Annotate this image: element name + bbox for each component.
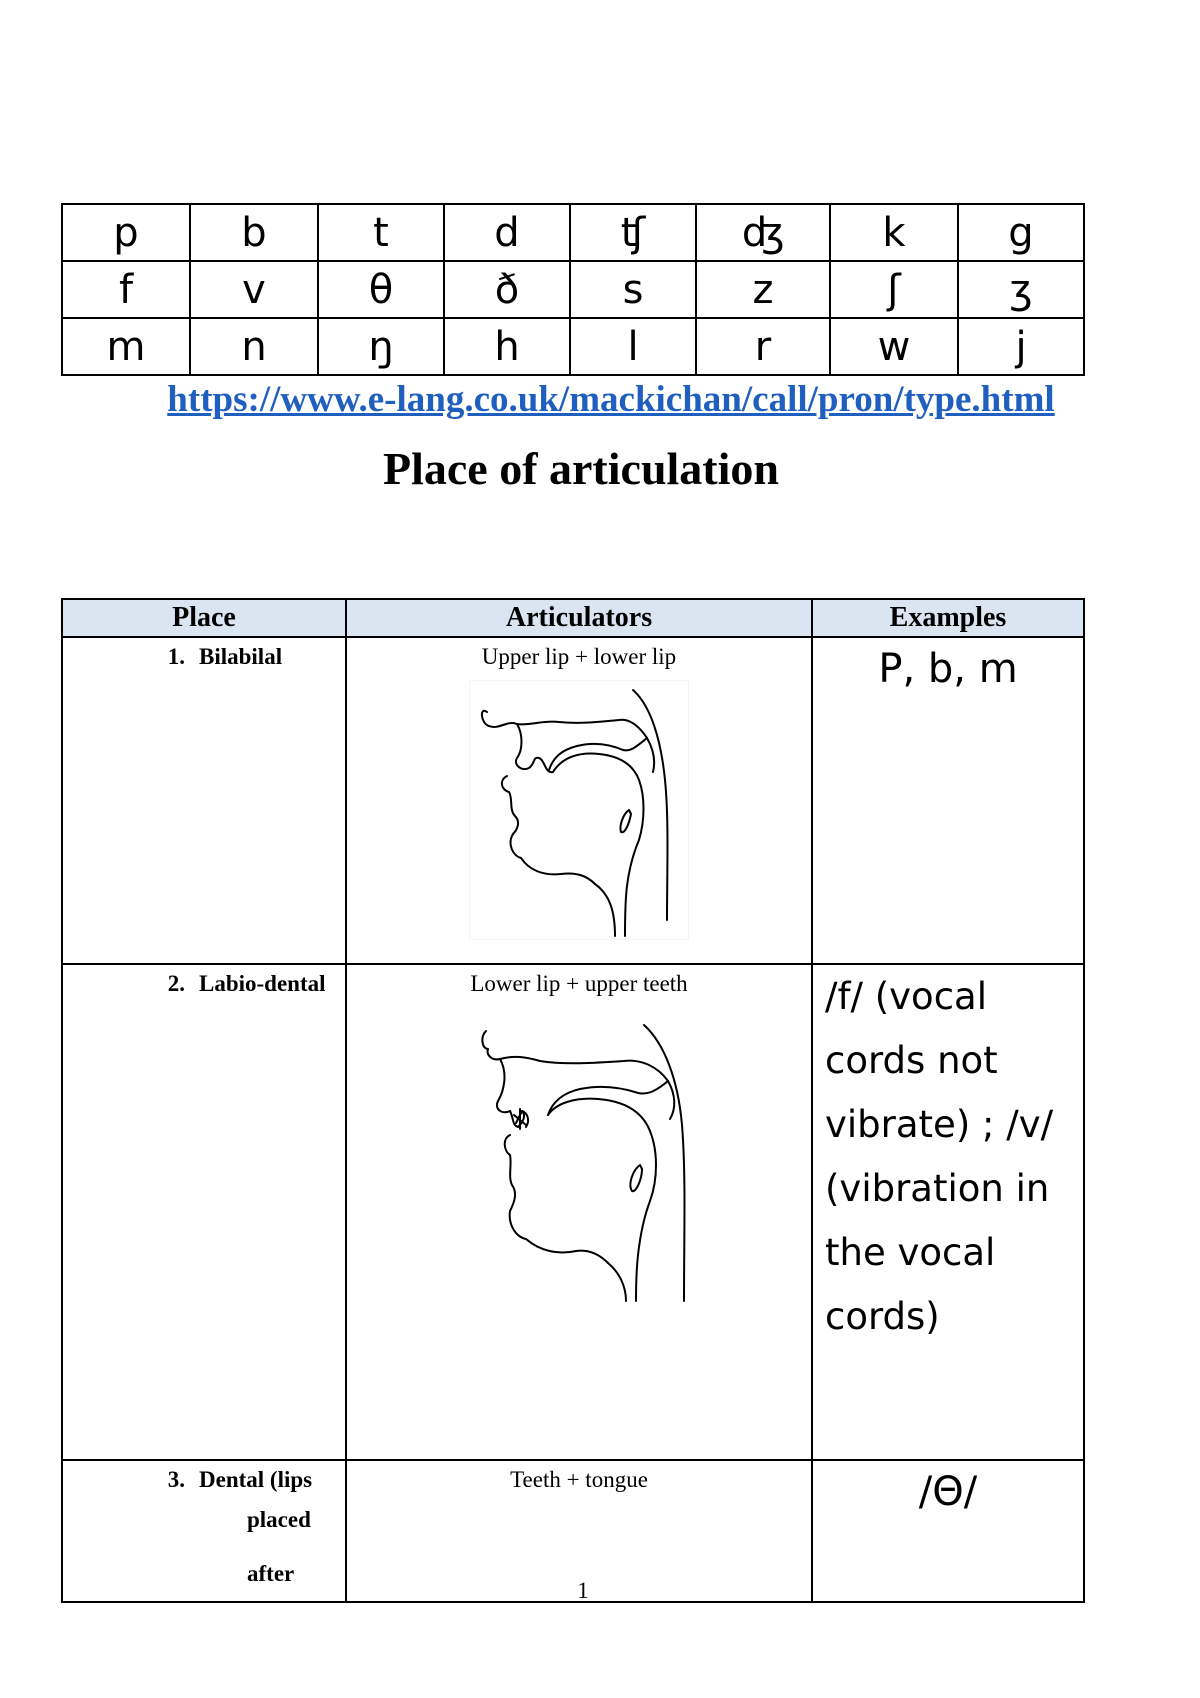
row-number: 2. — [167, 971, 185, 996]
page-title: Place of articulation — [382, 443, 779, 494]
place-name: Bilabilal — [199, 644, 283, 669]
ipa-row — [62, 204, 1084, 261]
place-name: Labio-dental — [199, 971, 326, 996]
ipa-cell: w — [830, 318, 958, 375]
ipa-cell: g — [958, 204, 1084, 261]
ipa-cell: l — [570, 318, 696, 375]
ipa-consonant-table — [61, 203, 1085, 376]
row-number: 1. — [167, 644, 185, 669]
ipa-cell: ʧ — [570, 204, 696, 261]
examples-cell: /Θ/ — [812, 1460, 1084, 1602]
ipa-cell: f — [62, 261, 190, 318]
articulators-cell: Teeth + tongue — [346, 1460, 812, 1602]
header-place: Place — [62, 599, 346, 637]
table-row — [62, 964, 1084, 1460]
ipa-cell: ŋ — [318, 318, 444, 375]
ipa-cell: ʤ — [696, 204, 830, 261]
ipa-row — [62, 318, 1084, 375]
place-name-line2: placed after — [247, 1507, 311, 1586]
ipa-row — [62, 261, 1084, 318]
reference-link[interactable]: https://www.e-lang.co.uk/mackichan/call/pron/type.html — [167, 379, 1055, 420]
table-row — [62, 637, 1084, 964]
articulators-text: Lower lip + upper teeth — [470, 971, 688, 996]
place-cell — [62, 964, 346, 1460]
ipa-cell: r — [696, 318, 830, 375]
ipa-cell: d — [444, 204, 570, 261]
place-name-line1: Dental (lips — [199, 1467, 313, 1492]
table-header-row — [62, 599, 1084, 637]
ipa-cell: ʒ — [958, 261, 1084, 318]
ipa-cell: k — [830, 204, 958, 261]
ipa-cell: ʃ — [830, 261, 958, 318]
ipa-cell: z — [696, 261, 830, 318]
header-examples: Examples — [812, 599, 1084, 637]
ipa-cell: p — [62, 204, 190, 261]
ipa-cell: v — [190, 261, 318, 318]
ipa-cell: ð — [444, 261, 570, 318]
articulators-cell — [346, 964, 812, 1460]
place-cell — [62, 637, 346, 964]
ipa-cell: j — [958, 318, 1084, 375]
place-of-articulation-table — [61, 598, 1085, 1603]
ipa-cell: s — [570, 261, 696, 318]
page-number: 1 — [577, 1578, 589, 1603]
examples-cell: P, b, m — [812, 637, 1084, 964]
ipa-cell: t — [318, 204, 444, 261]
labiodental-mouth-diagram-icon — [464, 1015, 694, 1305]
ipa-cell: h — [444, 318, 570, 375]
ipa-cell: θ — [318, 261, 444, 318]
articulators-cell — [346, 637, 812, 964]
examples-cell: /f/ (vocal cords not vibrate) ; /v/ (vibration in the vocal cords) — [812, 964, 1084, 1460]
ipa-cell: b — [190, 204, 318, 261]
articulators-text: Upper lip + lower lip — [481, 644, 677, 669]
row-number: 3. — [167, 1467, 185, 1492]
header-articulators: Articulators — [346, 599, 812, 637]
ipa-cell: m — [62, 318, 190, 375]
bilabial-mouth-diagram-icon — [469, 680, 689, 940]
ipa-cell: n — [190, 318, 318, 375]
